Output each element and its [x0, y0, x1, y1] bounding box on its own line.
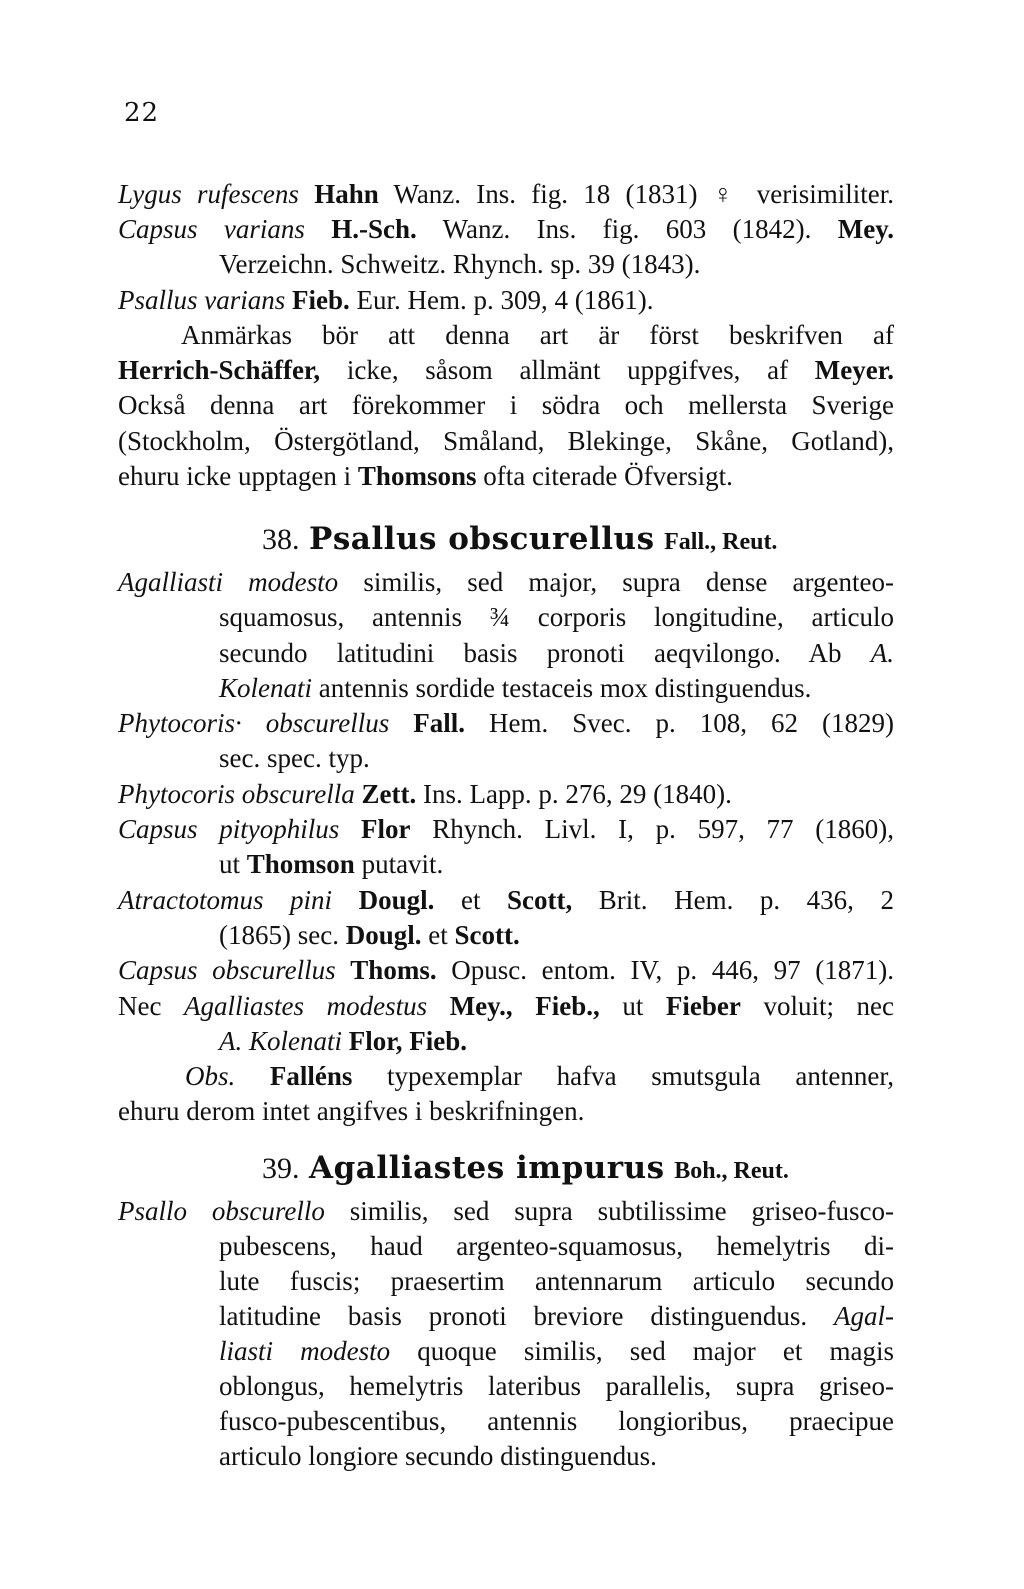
citation-text: Rhynch. Livl. I, p. 597, 77 (1860),: [410, 814, 894, 844]
description-line: [118, 1194, 894, 1228]
citation-continuation: sec. spec. typ.: [219, 743, 370, 773]
description-line: fusco-pubescentibus, antennis longioribus, praecipue: [219, 1406, 894, 1436]
author-name: Meyer.: [814, 355, 894, 385]
species-number: 39.: [262, 1152, 300, 1185]
paragraph-line: (Stockholm, Östergötland, Småland, Blekinge, Skåne, Gotland),: [118, 426, 894, 456]
author-name: Scott.: [454, 920, 520, 950]
author-name: Thomson: [246, 849, 355, 879]
synonym-line: [118, 706, 894, 740]
author-name: Hahn: [314, 179, 379, 209]
description-line: articulo longiore secundo distinguendus.: [219, 1441, 657, 1471]
description-text: secundo latitudini basis pronoti aeqvilongo. Ab: [219, 638, 871, 668]
description-text: similis, sed major, supra dense argenteo-: [338, 567, 894, 597]
species-heading: [262, 521, 777, 557]
taxon-name: Lygus rufescens: [118, 179, 299, 209]
citation-text: Wanz. Ins. fig. 18 (1831) ♀ verisimiliter.: [378, 179, 894, 209]
description-line: [219, 636, 894, 670]
author-name: Dougl.: [345, 920, 422, 950]
paragraph-text: icke, såsom allmänt uppgifves, af: [320, 355, 815, 385]
taxon-name: Kolenati: [219, 673, 312, 703]
taxon-name: Phytocoris· obscurellus: [118, 708, 390, 738]
synonym-line: [118, 989, 894, 1023]
taxon-name: A.: [870, 638, 894, 668]
taxon-name: Atractotomus pini: [118, 885, 333, 915]
taxon-name: Capsus obscurellus: [118, 955, 336, 985]
description-line: pubescens, haud argenteo-squamosus, hemelytris di-: [219, 1231, 894, 1261]
description-line: lute fuscis; praesertim antennarum articulo secundo: [219, 1266, 894, 1296]
paragraph-text: ehuru icke upptagen i: [118, 461, 358, 491]
author-name: Fall.: [413, 708, 465, 738]
author-name: Herrich-Schäffer,: [118, 355, 321, 385]
citation-text: ut: [599, 991, 666, 1021]
author-name: Fieb.,: [535, 991, 600, 1021]
author-name: Fieb.: [292, 285, 350, 315]
taxon-name: liasti modesto: [219, 1336, 391, 1366]
species-name: Psallus obscurellus: [309, 521, 655, 557]
citation-text: et: [434, 885, 507, 915]
citation-text: (1865) sec.: [219, 920, 346, 950]
citation-continuation: [219, 918, 520, 952]
author-name: Zett.: [361, 779, 417, 809]
taxon-name: Capsus pityophilus: [118, 814, 340, 844]
author-name: Flor: [360, 814, 411, 844]
species-authority: Fall., Reut.: [664, 529, 778, 555]
citation-continuation: [219, 1024, 467, 1058]
description-line: [118, 565, 894, 599]
description-line: oblongus, hemelytris lateribus parallelis, supra griseo-: [219, 1371, 894, 1401]
citation-continuation: [219, 847, 443, 881]
species-name: Agalliastes impurus: [309, 1150, 665, 1186]
description-text: antennis sordide testaceis mox distinguendus.: [312, 673, 812, 703]
synonym-line: [118, 777, 732, 811]
author-name: Scott,: [507, 885, 573, 915]
description-line: [219, 1299, 894, 1333]
author-name: Mey.,: [449, 991, 513, 1021]
observation-label: Obs.: [185, 1061, 236, 1091]
description-line: [219, 1334, 894, 1368]
author-name: Thomsons: [357, 461, 477, 491]
citation-text: et: [421, 920, 455, 950]
paragraph-line: [118, 353, 894, 387]
species-heading: [262, 1150, 789, 1186]
taxon-name: Psallus varians: [118, 285, 286, 315]
paragraph-text: ofta citerade Öfversigt.: [476, 461, 733, 491]
taxon-name: Capsus varians: [118, 214, 305, 244]
page-number: 22: [124, 98, 160, 128]
author-name: H.-Sch.: [331, 214, 417, 244]
citation-text: Nec: [118, 991, 185, 1021]
taxon-name: Psallo obscurello: [118, 1196, 325, 1226]
paragraph-line: [118, 459, 733, 493]
citation-text: Opusc. entom. IV, p. 446, 97 (1871).: [436, 955, 895, 985]
citation-text: ut: [219, 849, 247, 879]
taxon-name: A. Kolenati: [219, 1026, 342, 1056]
author-name: Thoms.: [350, 955, 437, 985]
author-name: Flor,: [348, 1026, 403, 1056]
author-name: Fieber: [665, 991, 741, 1021]
citation-text: Eur. Hem. p. 309, 4 (1861).: [349, 285, 654, 315]
taxon-name: Agal-: [834, 1301, 894, 1331]
citation-text: Hem. Svec. p. 108, 62 (1829): [465, 708, 895, 738]
author-name: Falléns: [269, 1061, 353, 1091]
author-name: Dougl.: [358, 885, 435, 915]
description-line: squamosus, antennis ¾ corporis longitudine, articulo: [219, 602, 894, 632]
citation-text: voluit; nec: [740, 991, 895, 1021]
description-text: quoque similis, sed major et magis: [390, 1336, 894, 1366]
observation-line: [185, 1059, 894, 1093]
citation-text: Ins. Lapp. p. 276, 29 (1840).: [416, 779, 732, 809]
paragraph-line: Anmärkas bör att denna art är först beskrifven af: [181, 320, 894, 350]
citation-text: putavit.: [354, 849, 444, 879]
species-authority: Boh., Reut.: [674, 1158, 789, 1184]
paragraph-line: ehuru derom intet angifves i beskrifningen.: [118, 1096, 585, 1126]
citation-text: Wanz. Ins. fig. 603 (1842).: [416, 214, 838, 244]
taxon-name: Phytocoris obscurella: [118, 779, 355, 809]
description-text: latitudine basis pronoti breviore distinguendus.: [219, 1301, 834, 1331]
species-number: 38.: [262, 523, 300, 556]
synonym-line: [118, 953, 894, 987]
synonym-line: [118, 212, 894, 246]
paragraph-line: Också denna art förekommer i södra och mellersta Sverige: [118, 390, 894, 420]
taxon-name: Agalliastes modestus: [184, 991, 428, 1021]
description-line: [219, 671, 811, 705]
synonym-line: [118, 177, 894, 211]
description-text: similis, sed supra subtilissime griseo-fusco-: [324, 1196, 894, 1226]
author-name: Fieb.: [409, 1026, 467, 1056]
taxon-name: Agalliasti modesto: [118, 567, 339, 597]
synonym-line: [118, 283, 653, 317]
citation-continuation: Verzeichn. Schweitz. Rhynch. sp. 39 (1843).: [219, 249, 701, 279]
paragraph-text: typexemplar hafva smutsgula antenner,: [352, 1061, 894, 1091]
citation-text: Brit. Hem. p. 436, 2: [572, 885, 894, 915]
synonym-line: [118, 883, 894, 917]
synonym-line: [118, 812, 894, 846]
author-name: Mey.: [837, 214, 894, 244]
